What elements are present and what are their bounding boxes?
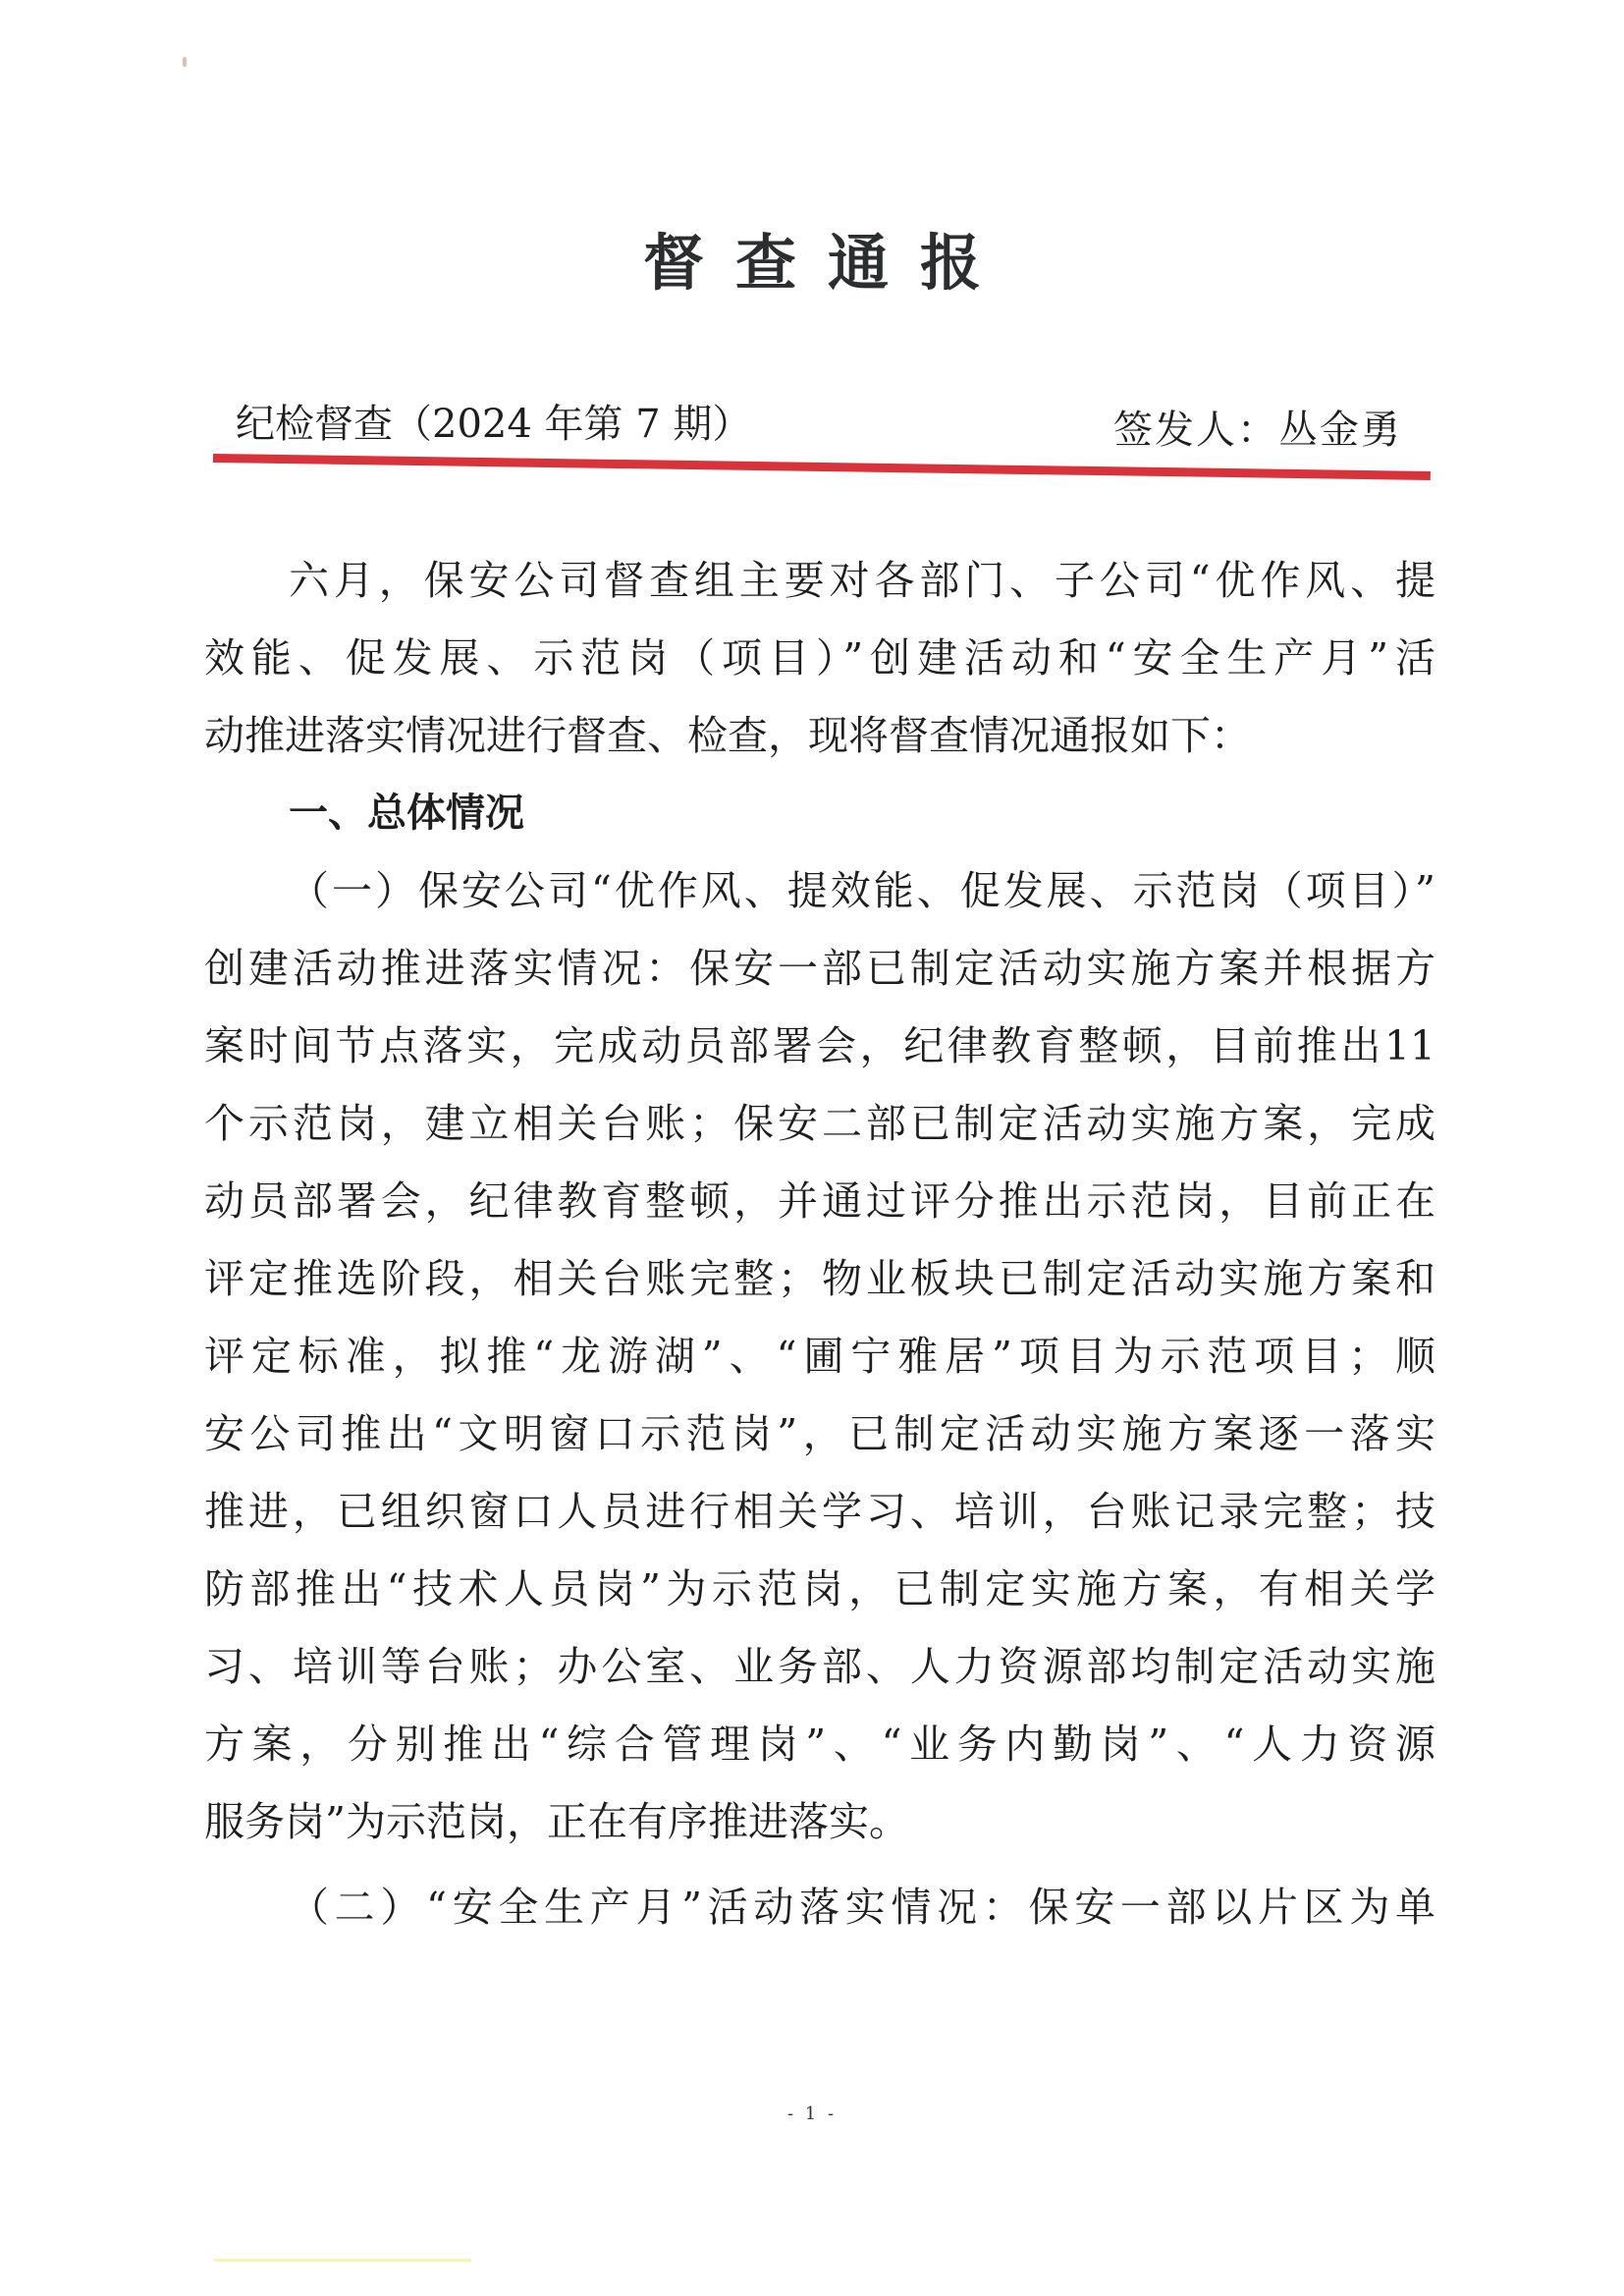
paragraph-line: 评定推选阶段，相关台账完整；物业板块已制定活动实施方案和 [204,1255,1435,1302]
issue-number: 纪检督查（2024 年第 7 期） [236,402,752,447]
paragraph-line: （一）保安公司“优作风、提效能、促发展、示范岗（项目）” [289,867,1435,914]
paragraph-line: 效能、促发展、示范岗（项目）”创建活动和“安全生产月”活 [204,634,1435,682]
paragraph-gap [204,1861,1435,1869]
paragraph-line: 推进，已组织窗口人员进行相关学习、培训，台账记录完整；技 [204,1488,1435,1535]
paragraph-line: 六月，保安公司督查组主要对各部门、子公司“优作风、提 [289,557,1435,604]
paragraph-line: 案时间节点落实，完成动员部署会，纪律教育整顿，目前推出11 [204,1022,1435,1069]
signer-name: 丛金勇 [1278,408,1402,453]
page-number: - 1 - [786,2104,838,2124]
paragraph-line: （二）“安全生产月”活动落实情况：保安一部以片区为单 [289,1884,1435,1931]
paragraph-line: 服务岗”为示范岗，正在有序推进落实。 [204,1798,909,1845]
paragraph-line: 防部推出“技术人员岗”为示范岗，已制定实施方案，有相关学 [204,1565,1435,1613]
scan-speck [183,57,187,67]
intro-paragraph [204,542,1435,775]
paragraph-line: 习、培训等台账；办公室、业务部、人力资源部均制定活动实施 [204,1643,1435,1690]
paragraph-line: 动员部署会，纪律教育整顿，并通过评分推出示范岗，目前正在 [204,1177,1435,1225]
paragraph-line: 动推进落实情况进行督查、检查，现将督查情况通报如下： [204,712,1251,759]
signer-label: 签发人： [1113,408,1278,453]
paragraph-line: 个示范岗，建立相关台账；保安二部已制定活动实施方案，完成 [204,1100,1435,1147]
subsection-2-paragraph [204,1869,1435,1946]
paragraph-line: 评定标准，拟推“龙游湖”、“圃宁雅居”项目为示范项目；顺 [204,1333,1435,1380]
scan-artifact-line [214,2259,471,2262]
paragraph-line: 方案，分别推出“综合管理岗”、“业务内勤岗”、“人力资源 [204,1721,1435,1768]
red-header-rule [213,454,1431,480]
document-body [204,542,1435,1946]
paragraph-line: 创建活动推进落实情况：保安一部已制定活动实施方案并根据方 [204,945,1435,992]
subsection-1-paragraph [204,852,1435,1861]
section-heading: 一、总体情况 [289,791,524,836]
paragraph-line: 安公司推出“文明窗口示范岗”，已制定活动实施方案逐一落实 [204,1410,1435,1457]
signer [1113,403,1402,458]
document-title: 督查通报 [642,227,1012,299]
